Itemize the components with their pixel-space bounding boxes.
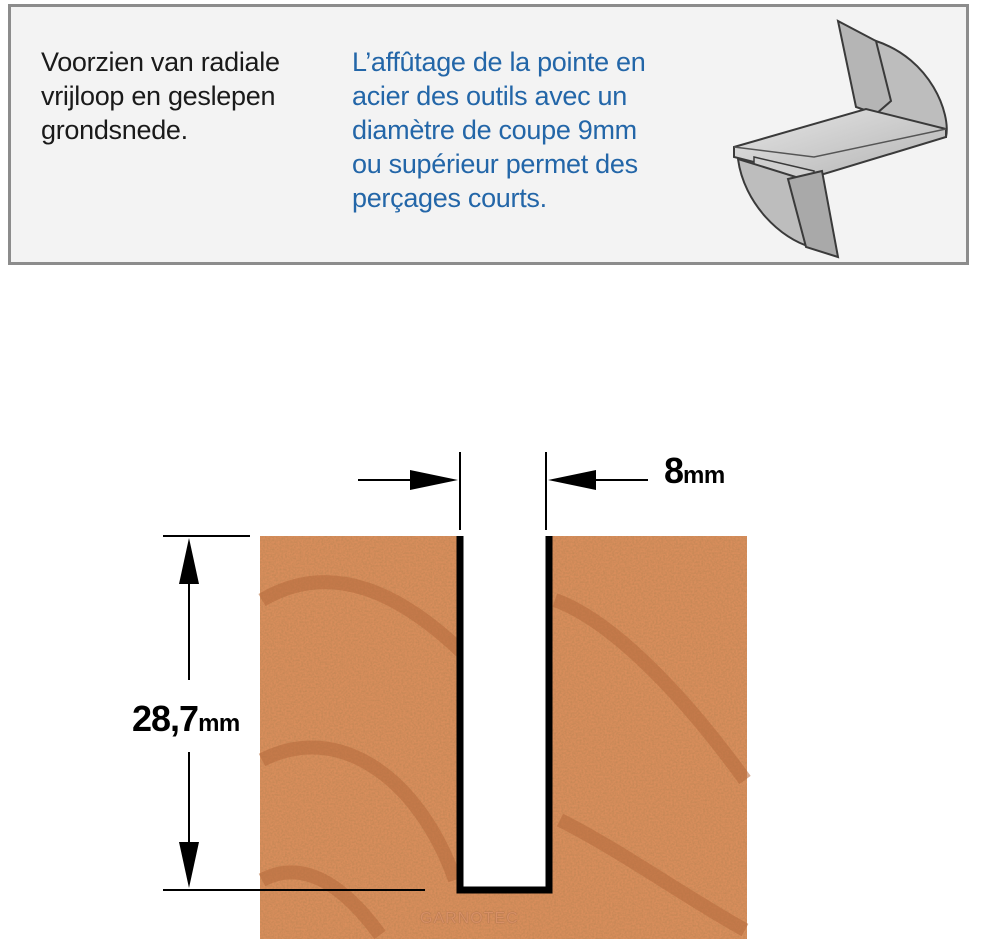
depth-label bbox=[132, 698, 240, 740]
width-unit: mm bbox=[683, 462, 725, 489]
garnotec-watermark: GARNOTEC bbox=[420, 910, 519, 927]
width-value: 8 bbox=[664, 450, 684, 491]
groove-cut bbox=[458, 536, 549, 890]
depth-value: 28,7 bbox=[132, 698, 199, 739]
description-french: L’affûtage de la pointe en acier des outils avec un diamètre de coupe 9mm ou supérieur permet des perçages courts. bbox=[352, 47, 646, 213]
width-dimension bbox=[358, 452, 648, 530]
description-dutch: Voorzien van radiale vrijloop en geslepen grondsnede. bbox=[41, 47, 280, 145]
width-label bbox=[664, 450, 725, 492]
depth-unit: mm bbox=[198, 710, 240, 737]
